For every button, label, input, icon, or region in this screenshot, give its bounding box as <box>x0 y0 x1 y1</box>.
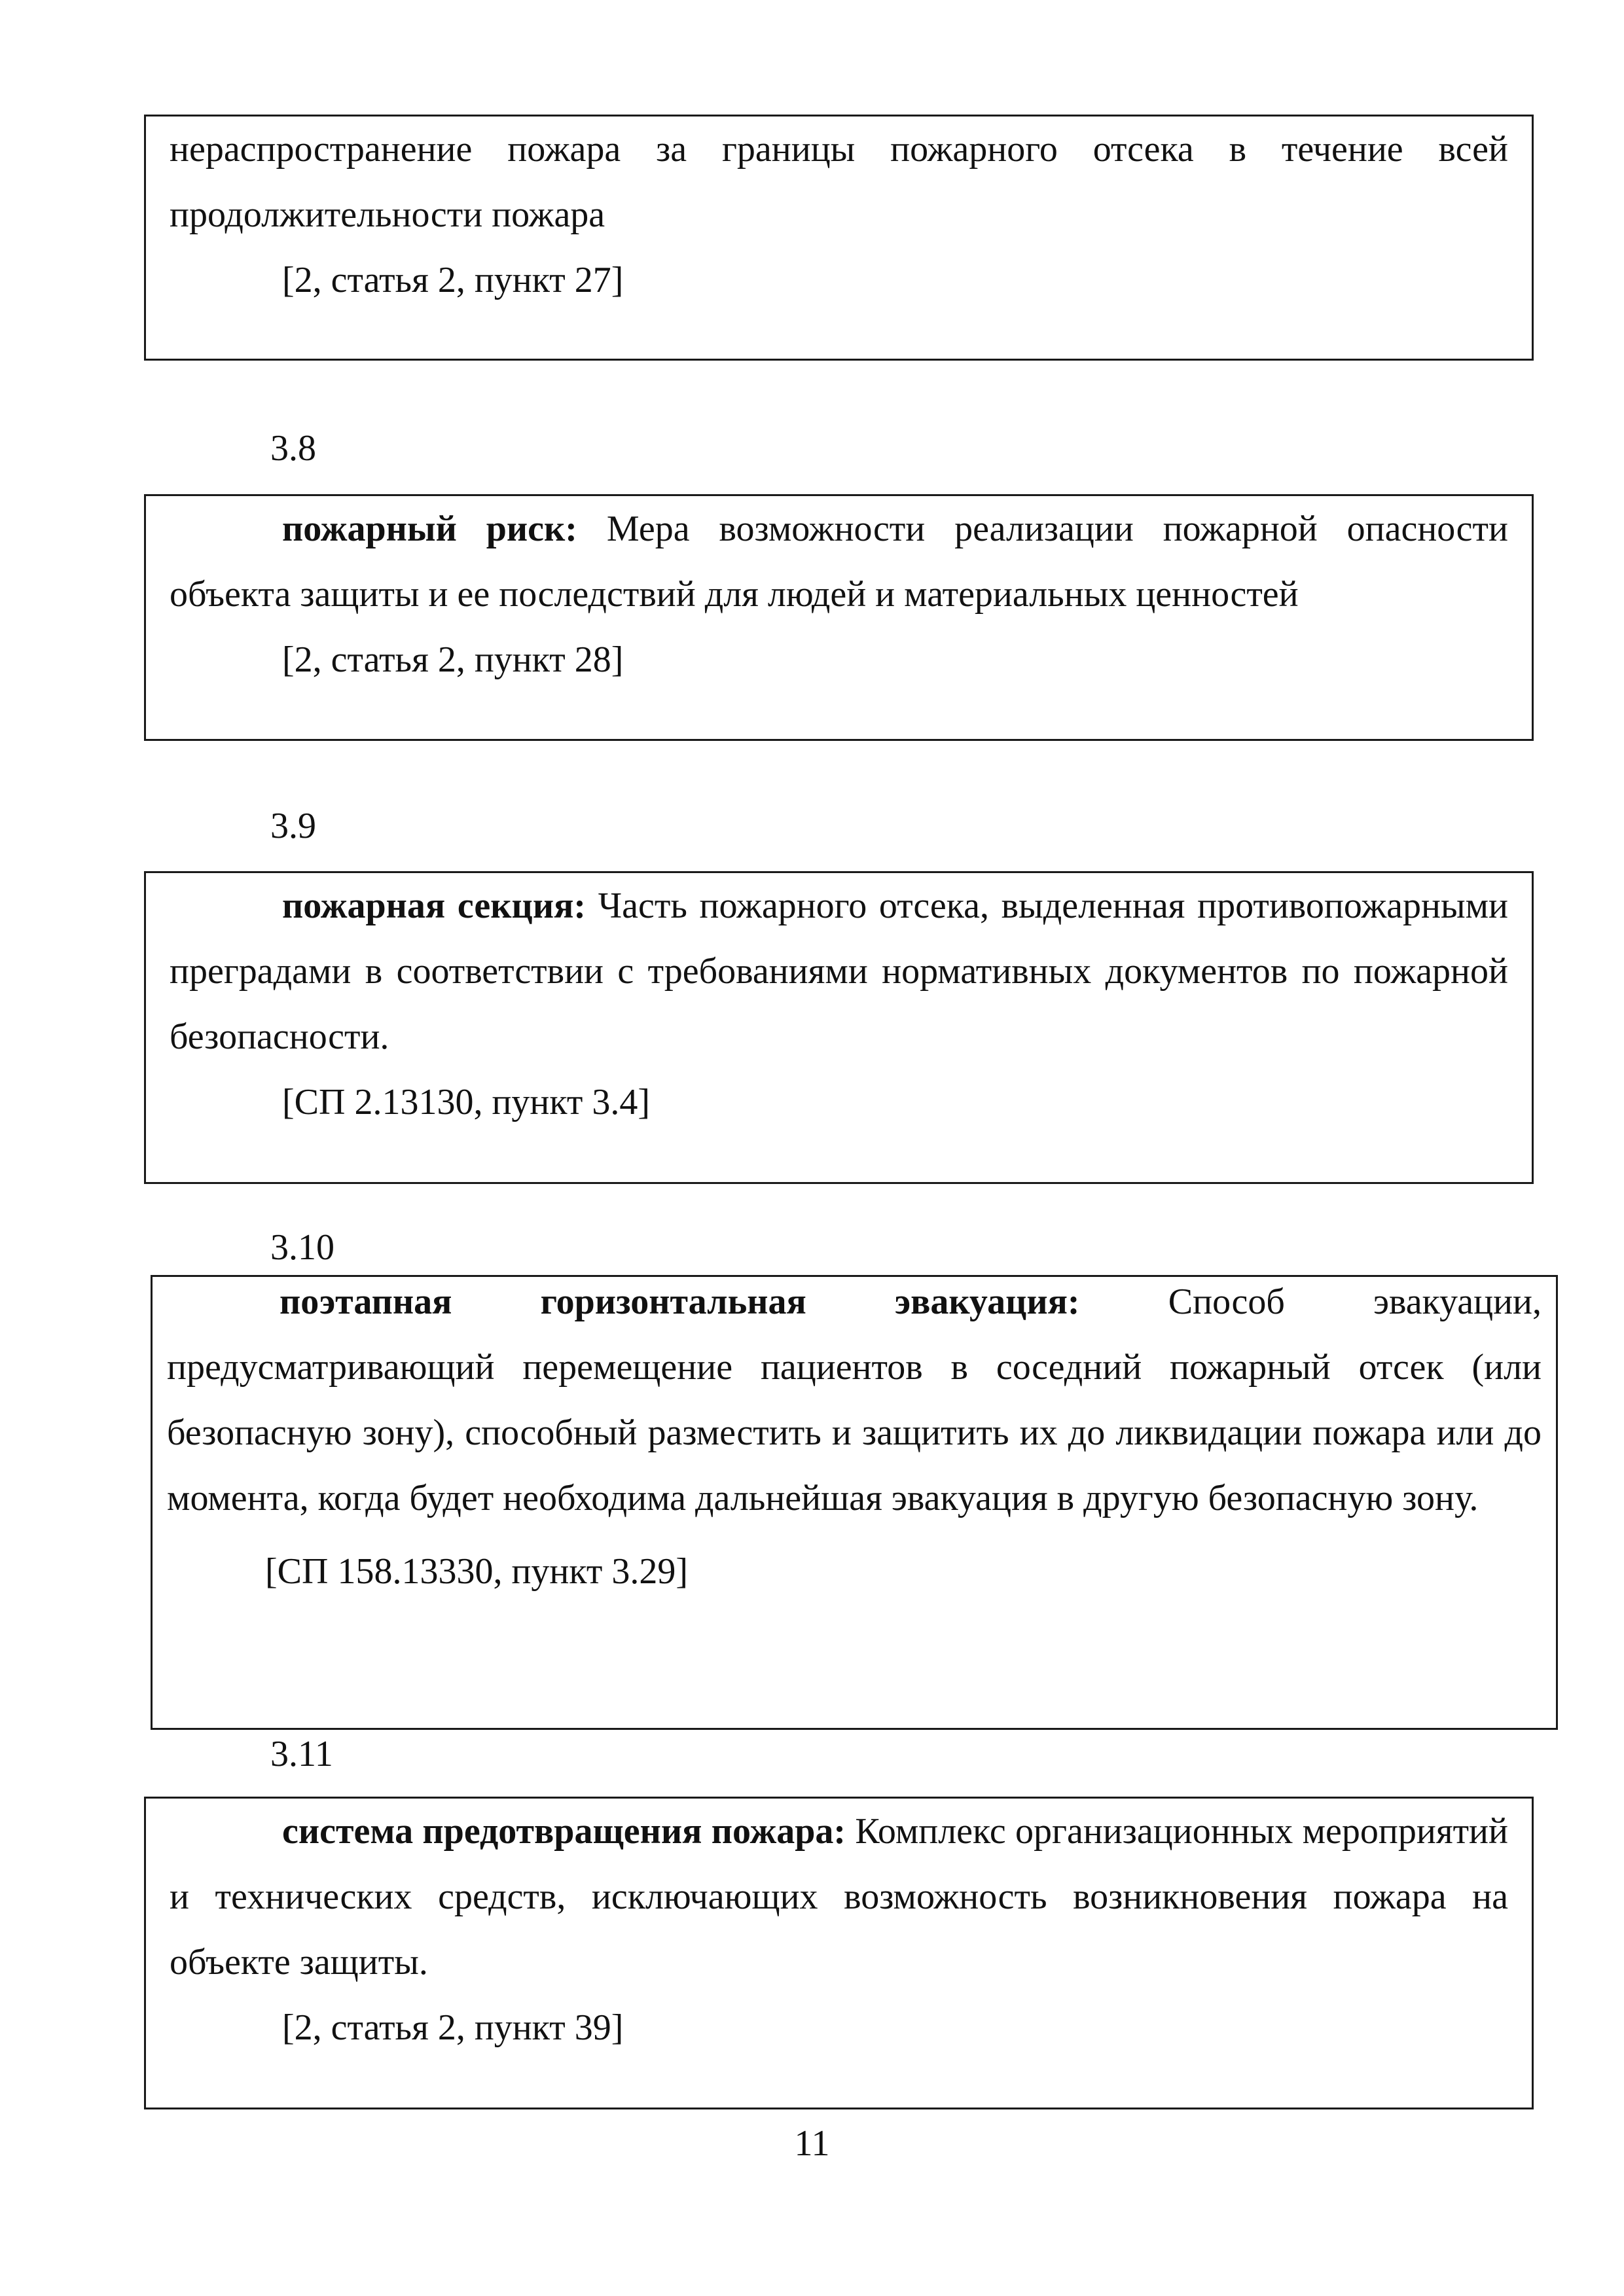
page-number: 11 <box>794 2123 830 2164</box>
term-name: система предотвращения пожара: <box>282 1811 846 1852</box>
term-name: пожарный риск: <box>282 509 577 549</box>
term-number: 3.10 <box>270 1227 334 1268</box>
term-name: поэтапная горизонтальная эвакуация: <box>280 1282 1080 1322</box>
definition-reference: [2, статья 2, пункт 28] <box>282 639 624 680</box>
definition-reference: [2, статья 2, пункт 27] <box>282 260 624 300</box>
term-definition: Мера возможности реализации пожарной опасности объекта защиты и ее последствий для людей и материальных ценностей <box>170 509 1508 615</box>
definition-box <box>144 871 1534 1184</box>
term-name: пожарная секция: <box>282 886 586 926</box>
term-definition: Часть пожарного отсека, выделенная противопожарными преградами в соответствии с требованиями нормативных документов по пожарной безопасности. <box>170 886 1508 1057</box>
definition-reference: [2, статья 2, пункт 39] <box>282 2007 624 2048</box>
definition-box <box>144 494 1534 741</box>
definition-text <box>170 496 1508 627</box>
definition-text: нераспространение пожара за границы пожарного отсека в течение всей продолжительности пожара <box>170 129 1508 235</box>
definition-text <box>167 1269 1542 1531</box>
definition-text <box>170 1799 1508 1995</box>
definition-reference: [СП 2.13130, пункт 3.4] <box>282 1082 650 1122</box>
definition-text <box>170 873 1508 1069</box>
term-number: 3.11 <box>270 1734 333 1774</box>
definition-box <box>144 1797 1534 2109</box>
term-number: 3.9 <box>270 806 316 846</box>
definition-reference: [СП 158.13330, пункт 3.29] <box>265 1551 688 1592</box>
term-definition: Комплекс организационных мероприятий и технических средств, исключающих возможность возникновения пожара на объекте защиты. <box>170 1811 1508 1982</box>
term-definition: Способ эвакуации, предусматривающий перемещение пациентов в соседний пожарный отсек (или безопасную зону), способный разместить и защитить их до ликвидации пожара или до момента, когда будет необходима дальнейшая эвакуация в другую безопасную зону. <box>167 1282 1542 1518</box>
definition-box-continued <box>144 115 1534 361</box>
term-number: 3.8 <box>270 428 316 469</box>
definition-box <box>151 1275 1558 1730</box>
